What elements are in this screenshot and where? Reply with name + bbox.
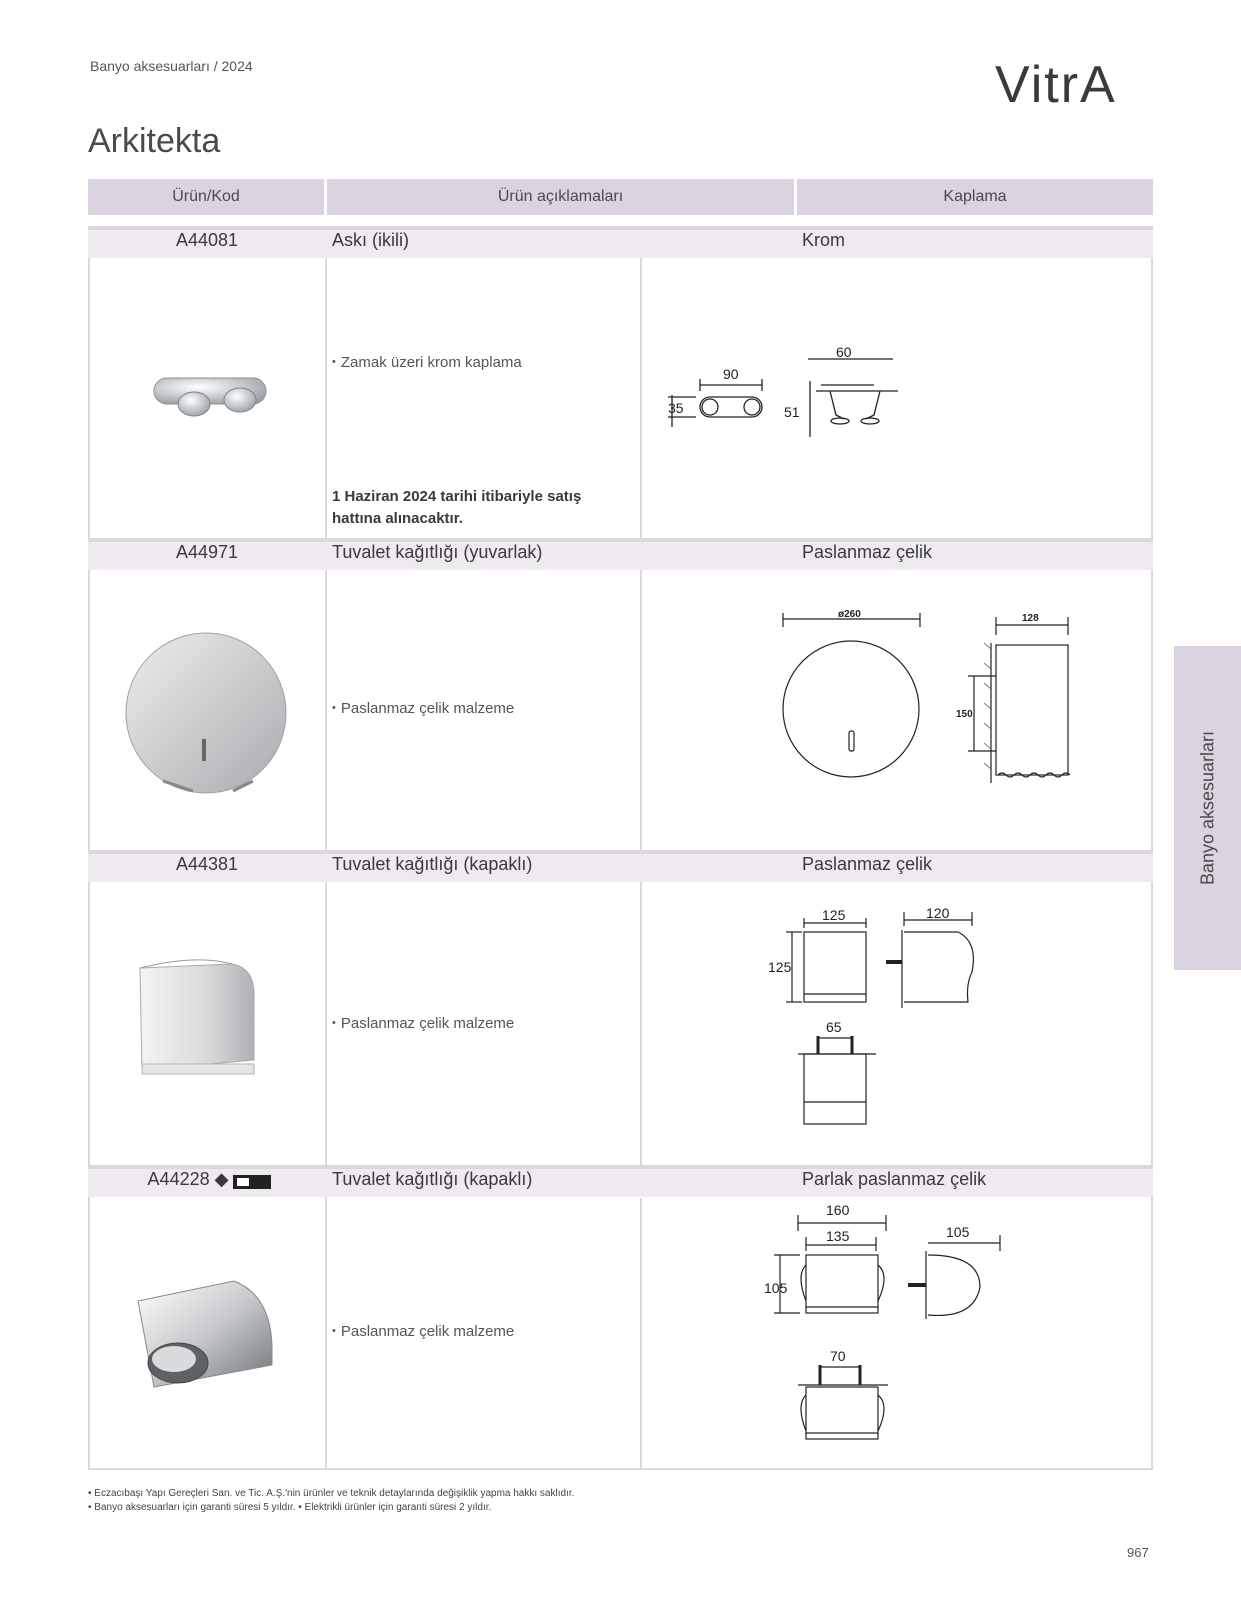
double-hook-drawing (668, 344, 938, 451)
covered-roll-holder-photo (136, 960, 266, 1090)
product-row-a44228 (88, 1165, 1153, 1470)
dimension-label: 105 (946, 1224, 970, 1240)
product-name: Tuvalet kağıtlığı (kapaklı) (332, 1169, 533, 1189)
dimension-label: 35 (668, 400, 684, 416)
product-name: Askı (ikili) (332, 230, 409, 250)
dimension-label: 65 (826, 1019, 842, 1035)
column-header-finish: Kaplama (797, 179, 1153, 215)
covered-roll-holder-drawing (768, 905, 988, 1132)
dimension-label: 125 (768, 959, 792, 975)
footnote: • Banyo aksesuarları için garanti süresi 5 yıldır. • Elektrikli ürünler için garanti süresi 2 yıldır. (88, 1502, 492, 1513)
product-code: A44971 (175, 542, 239, 562)
glossy-covered-roll-holder-photo (134, 1275, 294, 1405)
product-feature: • Zamak üzeri krom kaplama (332, 354, 522, 371)
dimension-label: 150 (956, 709, 973, 720)
dimension-label: 135 (826, 1228, 850, 1244)
dimension-label: 90 (723, 366, 739, 382)
section-side-tab (1174, 646, 1241, 970)
product-finish: Paslanmaz çelik (802, 542, 933, 562)
dimension-label: 105 (764, 1280, 788, 1296)
page-title: Arkitekta (88, 122, 221, 160)
double-hook-photo (148, 366, 278, 426)
product-name: Tuvalet kağıtlığı (yuvarlak) (332, 542, 543, 562)
dimension-label: 125 (822, 907, 846, 923)
footnote: • Eczacıbaşı Yapı Gereçleri San. ve Tic. A.Ş.'nin ürünler ve teknik detaylarında değişiklik yapma hakkı saklıdır. (88, 1488, 575, 1499)
dimension-label: 120 (926, 905, 950, 921)
round-toilet-roll-holder-photo (123, 631, 293, 801)
dimension-label: 160 (826, 1202, 850, 1218)
product-code: A44081 (175, 230, 239, 250)
product-feature: • Paslanmaz çelik malzeme (332, 1015, 514, 1032)
product-name: Tuvalet kağıtlığı (kapaklı) (332, 854, 533, 874)
product-code: A44228 ◆ (147, 1169, 229, 1189)
dimension-label: ø260 (838, 609, 861, 620)
breadcrumb: Banyo aksesuarları / 2024 (90, 58, 253, 74)
round-toilet-roll-holder-drawing (778, 609, 1078, 803)
product-row-a44081 (88, 226, 1153, 538)
product-feature: • Paslanmaz çelik malzeme (332, 700, 514, 717)
column-header-description: Ürün açıklamaları (327, 179, 794, 215)
product-finish: Parlak paslanmaz çelik (802, 1169, 987, 1189)
section-side-tab-label: Banyo aksesuarları (1197, 730, 1217, 886)
column-header-code: Ürün/Kod (88, 179, 324, 215)
product-finish: Paslanmaz çelik (802, 854, 933, 874)
vitra-logo (995, 52, 1153, 112)
product-feature: • Paslanmaz çelik malzeme (332, 1323, 514, 1340)
dimension-label: 70 (830, 1348, 846, 1364)
dimension-label: 128 (1022, 613, 1039, 624)
glossy-covered-roll-holder-drawing (764, 1202, 1008, 1450)
page-number: 967 (1127, 1545, 1149, 1560)
product-badge-icon (233, 1173, 271, 1191)
product-code: A44381 (175, 854, 239, 874)
product-row-a44971 (88, 538, 1153, 850)
product-finish: Krom (802, 230, 846, 250)
product-row-a44381 (88, 850, 1153, 1165)
dimension-label: 51 (784, 404, 800, 420)
availability-notice-line: 1 Haziran 2024 tarihi itibariyle satış (332, 488, 582, 505)
availability-notice (332, 486, 632, 530)
dimension-label: 60 (836, 344, 852, 360)
availability-notice-line: hattına alınacaktır. (332, 510, 463, 527)
brand-wordmark: VitrA (995, 56, 1117, 114)
